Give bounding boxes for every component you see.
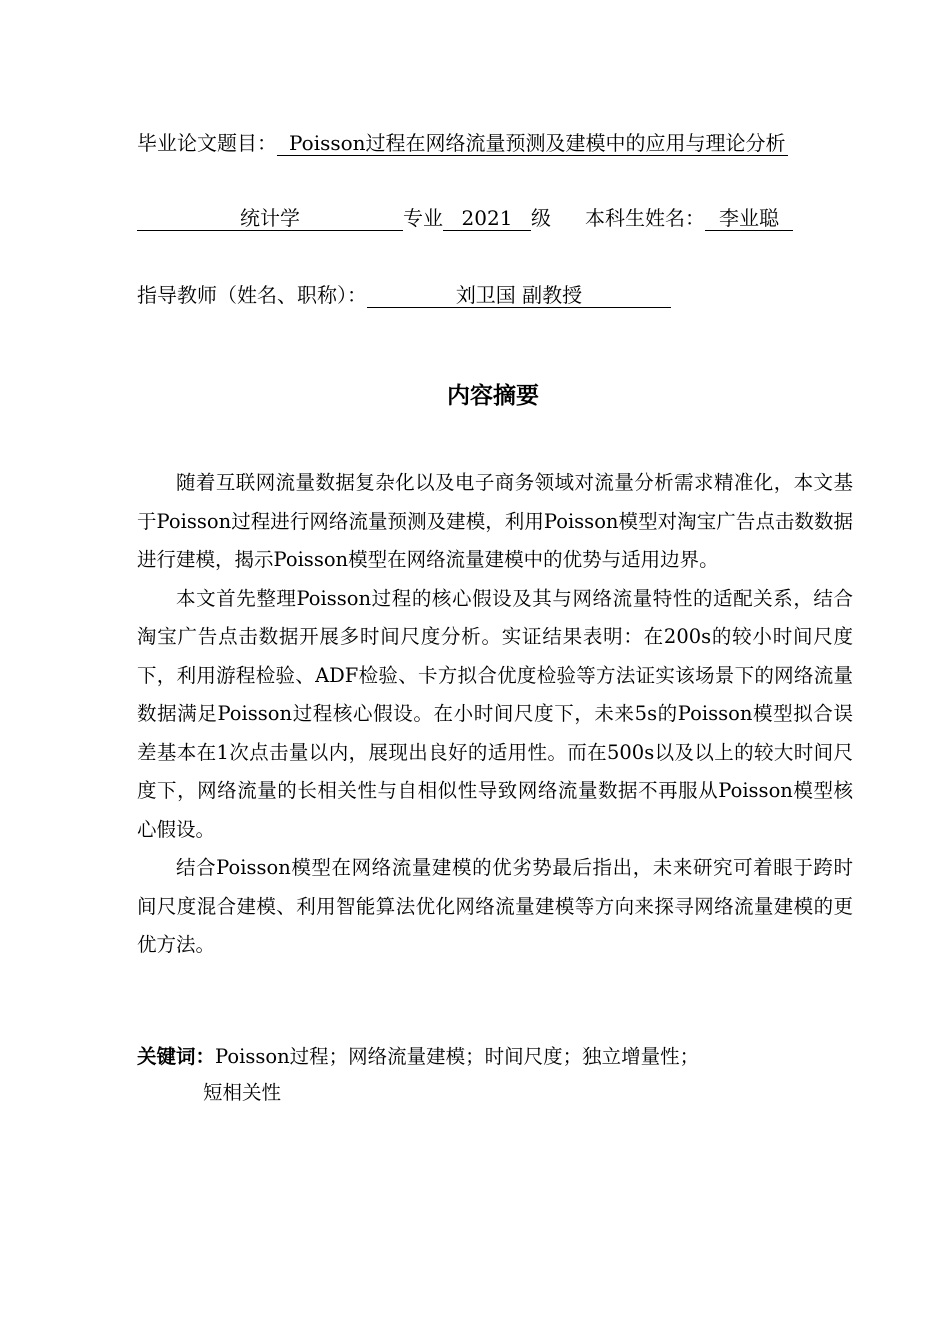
major-value: 统计学	[137, 206, 403, 231]
year-value: 2021	[443, 206, 531, 231]
keywords-line-2: 短相关性	[203, 1081, 282, 1104]
thesis-title-label: 毕业论文题目：	[137, 131, 277, 155]
thesis-title-value: Poisson过程在网络流量预测及建模中的应用与理论分析	[277, 131, 788, 156]
advisor-label: 指导教师（姓名、职称）：	[137, 283, 367, 307]
keywords-line-1: Poisson过程；网络流量建模；时间尺度；独立增量性；	[215, 1045, 700, 1068]
advisor-row	[137, 281, 671, 309]
abstract-paragraph: 随着互联网流量数据复杂化以及电子商务领域对流量分析需求精准化，本文基于Poisson过程进行网络流量预测及建模，利用Poisson模型对淘宝广告点击数数据进行建模，揭示Poisson模型在网络流量建模中的优势与适用边界。	[137, 471, 853, 571]
year-label: 级	[531, 206, 551, 230]
student-name-label: 本科生姓名：	[585, 206, 705, 230]
thesis-title-row	[137, 129, 788, 157]
keywords	[137, 1039, 857, 1111]
major-label: 专业	[403, 206, 443, 230]
major-row	[137, 204, 793, 232]
abstract-paragraph: 结合Poisson模型在网络流量建模的优劣势最后指出，未来研究可着眼于跨时间尺度混合建模、利用智能算法优化网络流量建模等方向来探寻网络流量建模的更优方法。	[137, 856, 853, 956]
keywords-label: 关键词：	[137, 1045, 216, 1068]
student-name-value: 李业聪	[705, 206, 793, 231]
abstract-body	[137, 464, 853, 965]
advisor-value: 刘卫国 副教授	[367, 283, 671, 308]
abstract-paragraph: 本文首先整理Poisson过程的核心假设及其与网络流量特性的适配关系，结合淘宝广告点击数据开展多时间尺度分析。实证结果表明：在200s的较小时间尺度下，利用游程检验、ADF检验、卡方拟合优度检验等方法证实该场景下的网络流量数据满足Poisson过程核心假设。在小时间尺度下，未来5s的Poisson模型拟合误差基本在1次点击量以内，展现出良好的适用性。而在500s以及以上的较大时间尺度下，网络流量的长相关性与自相似性导致网络流量数据不再服从Poisson模型核心假设。	[137, 586, 853, 841]
abstract-heading: 内容摘要	[447, 383, 539, 409]
